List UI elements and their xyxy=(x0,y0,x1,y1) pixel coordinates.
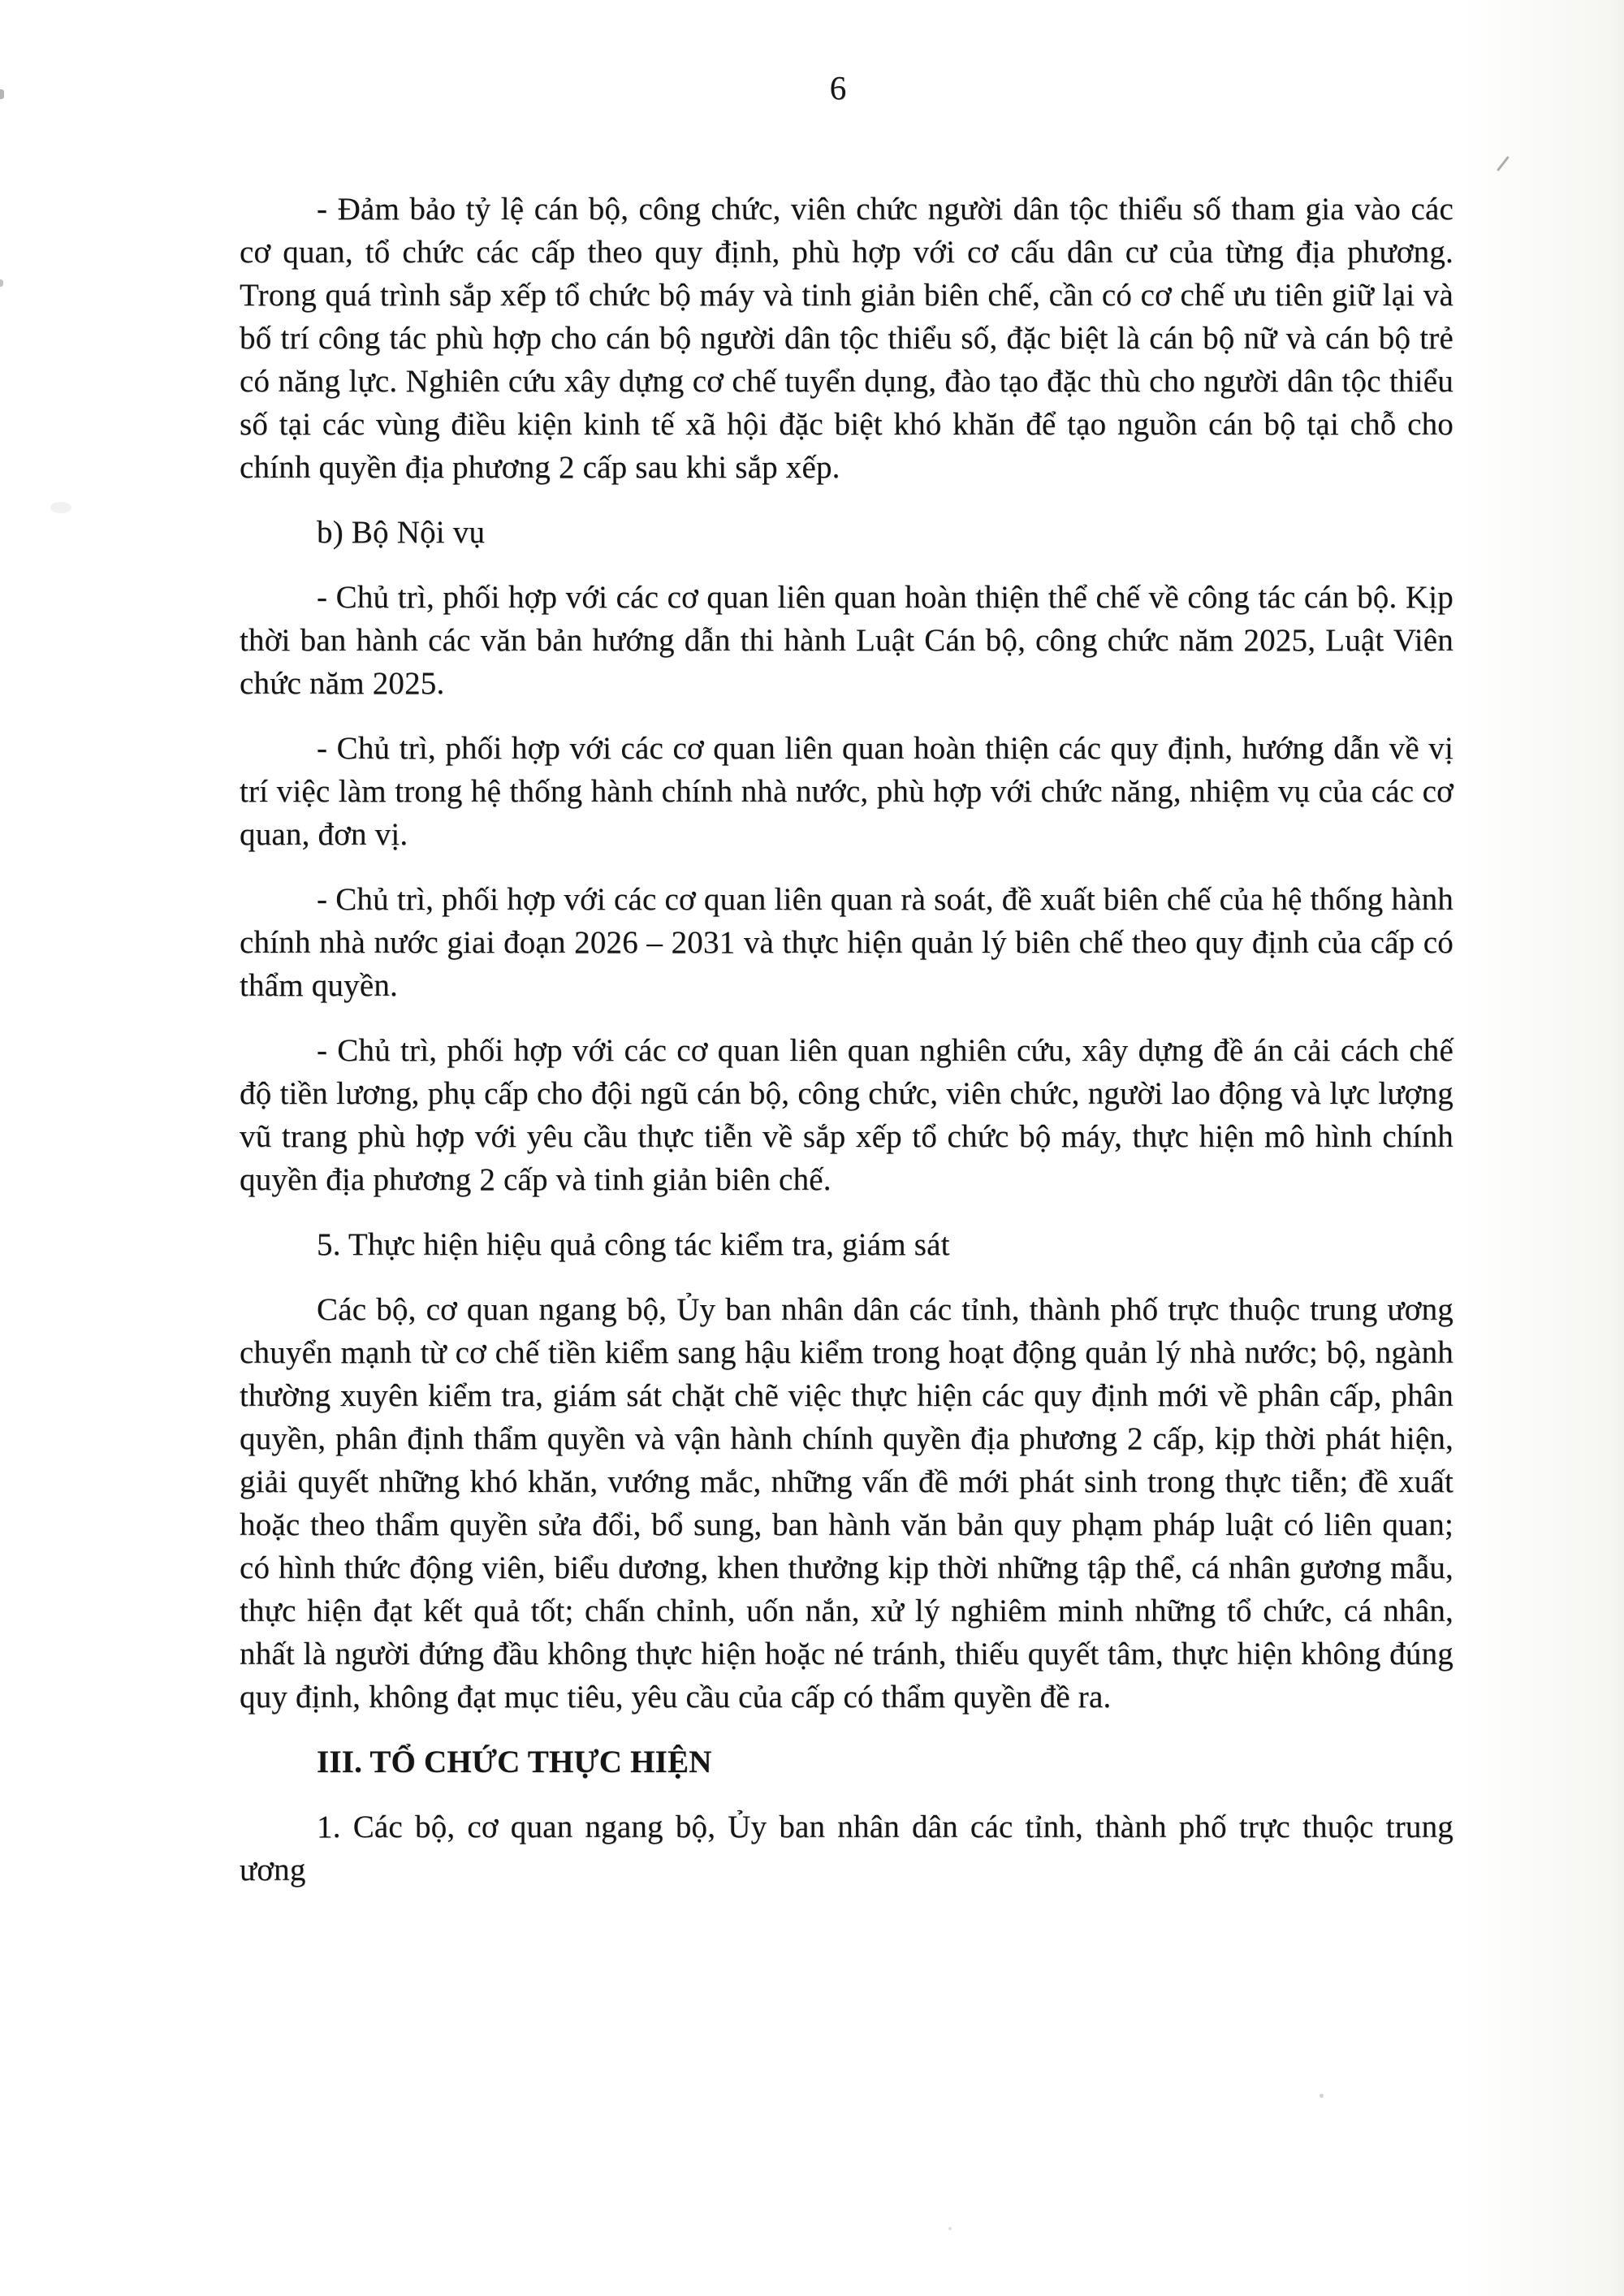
para-1-cac-bo-trung-uong: 1. Các bộ, cơ quan ngang bộ, Ủy ban nhân dân các tỉnh, thành phố trực thuộc trung ương xyxy=(240,1810,1453,1887)
para-ethnic-minority-cadres: - Đảm bảo tỷ lệ cán bộ, công chức, viên chức người dân tộc thiểu số tham gia vào các cơ quan, tổ chức các cấp theo quy định, phù hợp với cơ cấu dân cư của từng địa phương. Trong quá trình sắp xếp tổ chức bộ máy và tinh giản biên chế, cần có cơ chế ưu tiên giữ lại và bố trí công tác phù hợp cho cán bộ người dân tộc thiểu số, đặc biệt là cán bộ nữ và cán bộ trẻ có năng lực. Nghiên cứu xây dựng cơ chế tuyển dụng, đào tạo đặc thù cho người dân tộc thiểu số tại các vùng điều kiện kinh tế xã hội đặc biệt khó khăn để tạo nguồn cán bộ tại chỗ cho chính quyền địa phương 2 cấp sau khi sắp xếp. xyxy=(240,192,1453,485)
scan-artifact xyxy=(50,502,71,513)
scan-artifact xyxy=(1497,156,1510,171)
para-vi-tri-viec-lam: - Chủ trì, phối hợp với các cơ quan liên quan hoàn thiện các quy định, hướng dẫn về vị trí việc làm trong hệ thống hành chính nhà nước, phù hợp với chức năng, nhiệm vụ của các cơ quan, đơn vị. xyxy=(240,731,1453,852)
para-hoan-thien-the-che-can-bo: - Chủ trì, phối hợp với các cơ quan liên quan hoàn thiện thể chế về công tác cán bộ. Kịp thời ban hành các văn bản hướng dẫn thi hành Luật Cán bộ, công chức năm 2025, Luật Viên chức năm 2025. xyxy=(240,580,1453,701)
document-body xyxy=(240,188,1453,1913)
page-number: 6 xyxy=(829,69,847,106)
heading-iii-to-chuc-thuc-hien: III. TỔ CHỨC THỰC HIỆN xyxy=(317,1745,712,1779)
scan-artifact xyxy=(1320,2094,1324,2098)
para-bien-che-2026-2031: - Chủ trì, phối hợp với các cơ quan liên quan rà soát, đề xuất biên chế của hệ thống hành chính nhà nước giai đoạn 2026 – 2031 và thực hiện quản lý biên chế theo quy định của cấp có thẩm quyền. xyxy=(240,882,1453,1003)
para-cai-cach-tien-luong: - Chủ trì, phối hợp với các cơ quan liên quan nghiên cứu, xây dựng đề án cải cách chế độ tiền lương, phụ cấp cho đội ngũ cán bộ, công chức, viên chức, người lao động và lực lượng vũ trang phù hợp với yêu cầu thực tiễn về sắp xếp tổ chức bộ máy, thực hiện mô hình chính quyền địa phương 2 cấp và tinh giản biên chế. xyxy=(240,1033,1453,1197)
heading-5-kiem-tra-giam-sat: 5. Thực hiện hiệu quả công tác kiểm tra, giám sát xyxy=(317,1227,950,1262)
para-tien-kiem-hau-kiem: Các bộ, cơ quan ngang bộ, Ủy ban nhân dân các tỉnh, thành phố trực thuộc trung ương chuyển mạnh từ cơ chế tiền kiểm sang hậu kiểm trong hoạt động quản lý nhà nước; bộ, ngành thường xuyên kiểm tra, giám sát chặt chẽ việc thực hiện các quy định mới về phân cấp, phân quyền, phân định thẩm quyền và vận hành chính quyền địa phương 2 cấp, kịp thời phát hiện, giải quyết những khó khăn, vướng mắc, những vấn đề mới phát sinh trong thực tiễn; đề xuất hoặc theo thẩm quyền sửa đổi, bổ sung, ban hành văn bản quy phạm pháp luật có liên quan; có hình thức động viên, biểu dương, khen thưởng kịp thời những tập thể, cá nhân gương mẫu, thực hiện đạt kết quả tốt; chấn chỉnh, uốn nắn, xử lý nghiêm minh những tổ chức, cá nhân, nhất là người đứng đầu không thực hiện hoặc né tránh, thiếu quyết tâm, thực hiện không đúng quy định, không đạt mục tiêu, yêu cầu của cấp có thẩm quyền đề ra. xyxy=(240,1292,1453,1714)
scan-artifact xyxy=(948,2227,952,2230)
scan-artifact xyxy=(0,279,3,287)
subheading-b-bo-noi-vu: b) Bộ Nội vụ xyxy=(317,515,486,550)
